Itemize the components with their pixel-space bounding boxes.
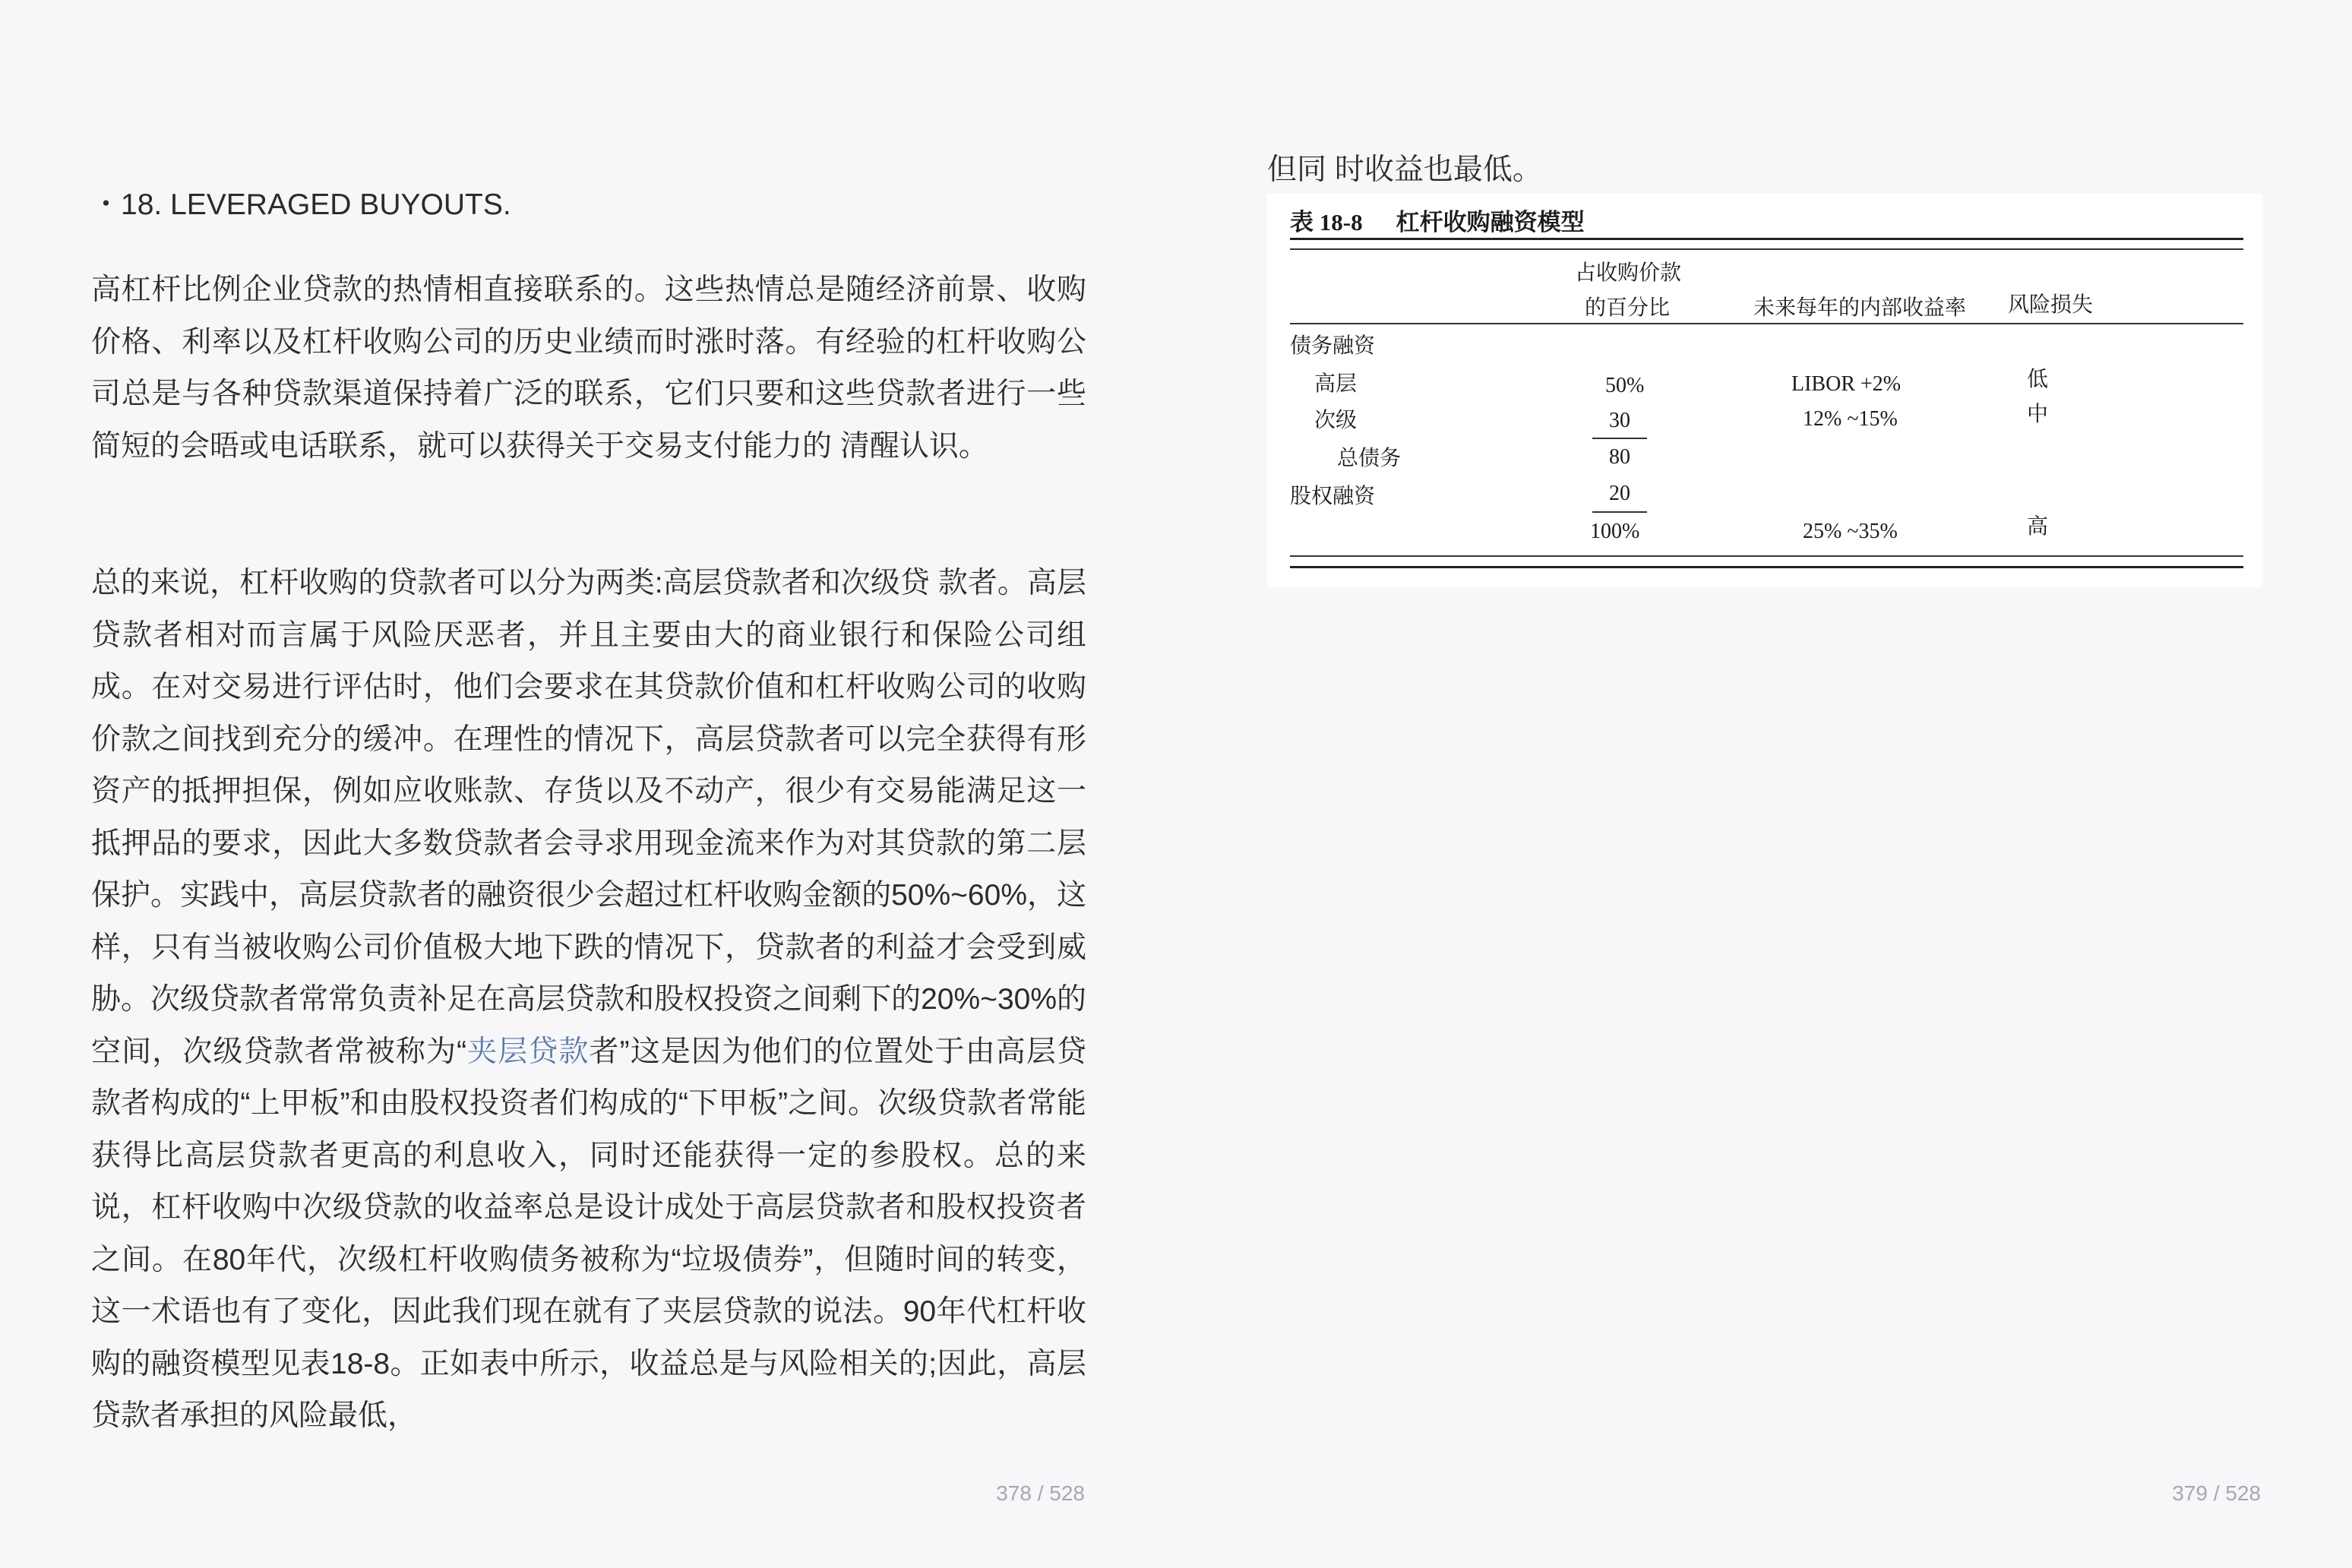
header-pct-line2: 的百分比: [1585, 296, 1671, 320]
table-bottom-rule: [1290, 555, 2243, 557]
right-page: [1176, 0, 2352, 1568]
row-label-senior: 高层: [1314, 372, 1358, 396]
row-pct-total-debt: 80: [1609, 445, 1630, 469]
row-label-equity-financing: 股权融资: [1290, 485, 1376, 508]
row-irr-subordinated: 12% ~15%: [1803, 407, 1898, 431]
table-bottom-rule-2: [1290, 566, 2243, 568]
financing-model-table-image: [1267, 194, 2262, 587]
row-risk-senior: 低: [2027, 368, 2049, 391]
body-paragraph-2: [91, 558, 1086, 1443]
mezzanine-loan-link[interactable]: 夹层贷款: [466, 1035, 590, 1068]
row-label-total-debt: 总债务: [1337, 447, 1402, 470]
paragraph-2-text-end: 者”这是因为他们的位置处于由高层贷款者构成的“上甲板”和由股权投资者们构成的“下甲板”之间。次级贷款者常能获得比高层贷款者更高的利息收入，同时还能获得一定的参股权。总的来说，杠杆收购中次级贷款的收益率总是设计成处于高层贷款者和股权投资者之间。在80年代，次级杠杆收购债务被称为“垃圾债券”，但随时间的转变，这一术语也有了变化，因此我们现在就有了夹层贷款的说法。90年代杠杆收购的融资模型见表18-8。正如表中所示，收益总是与风险相关的;因此，高层贷款者承担的风险最低，: [91, 1035, 1086, 1432]
total-underline: [1592, 511, 1647, 513]
row-pct-senior: 50%: [1605, 374, 1645, 397]
table-name: 杠杆收购融资模型: [1396, 209, 1585, 236]
subtotal-underline: [1592, 438, 1647, 439]
row-pct-subordinated: 30: [1609, 409, 1630, 432]
row-pct-equity: 20: [1609, 482, 1630, 505]
continued-text: 但同 时收益也最低。: [1267, 153, 1542, 186]
row-label-subordinated: 次级: [1314, 409, 1358, 432]
table-top-rule: [1290, 238, 2243, 240]
body-paragraph-1: 高杠杆比例企业贷款的热情相直接联系的。这些热情总是随经济前景、收购价格、利率以及杠杆收购公司的历史业绩而时涨时落。有经验的杠杆收购公司总是与各种贷款渠道保持着广泛的联系，它们只要和这些贷款者进行一些简短的会晤或电话联系，就可以获得关于交易支付能力的 清醒认识。: [91, 273, 1086, 463]
header-pct-line1: 占收购价款: [1575, 261, 1682, 285]
header-rule: [1290, 323, 2243, 324]
row-label-debt-financing: 债务融资: [1290, 334, 1376, 358]
table-number: 表 18-8: [1290, 209, 1363, 236]
row-irr-equity: 25% ~35%: [1803, 520, 1898, 543]
paragraph-2-text-start: 总的来说，杠杆收购的贷款者可以分为两类:高层贷款者和次级贷 款者。高层贷款者相对而言属于风险厌恶者，并且主要由大的商业银行和保险公司组成。在对交易进行评估时，他们会要求在其贷款价值和杠杆收购公司的收购价款之间找到充分的缓冲。在理性的情况下，高层贷款者可以完全获得有形资产的抵押担保，例如应收账款、存货以及不动产，很少有交易能满足这一抵押品的要求，因此大多数贷款者会寻求用现金流来作为对其贷款的第二层保护。实践中，高层贷款者的融资很少会超过杠杆收购金额的50%~60%，这样，只有当被收购公司价值极大地下跌的情况下，贷款者的利益才会受到威胁。次级贷款者常常负责补足在高层贷款和股权投资之间剩下的20%~30%的空间，次级贷款者常被称为“: [91, 567, 1086, 1068]
row-pct-total: 100%: [1590, 520, 1640, 543]
page-number-left: 378 / 528: [996, 1481, 1085, 1505]
row-risk-equity: 高: [2027, 515, 2049, 539]
table-top-rule-2: [1290, 248, 2243, 250]
row-risk-subordinated: 中: [2027, 403, 2049, 426]
table-title: [1290, 203, 1585, 237]
chapter-heading: ・18. LEVERAGED BUYOUTS.: [91, 188, 511, 221]
page-number-right: 379 / 528: [2172, 1481, 2261, 1505]
header-irr: 未来每年的内部收益率: [1753, 296, 1967, 320]
row-irr-senior: LIBOR +2%: [1791, 372, 1902, 396]
header-risk: 风险损失: [2008, 293, 2094, 317]
